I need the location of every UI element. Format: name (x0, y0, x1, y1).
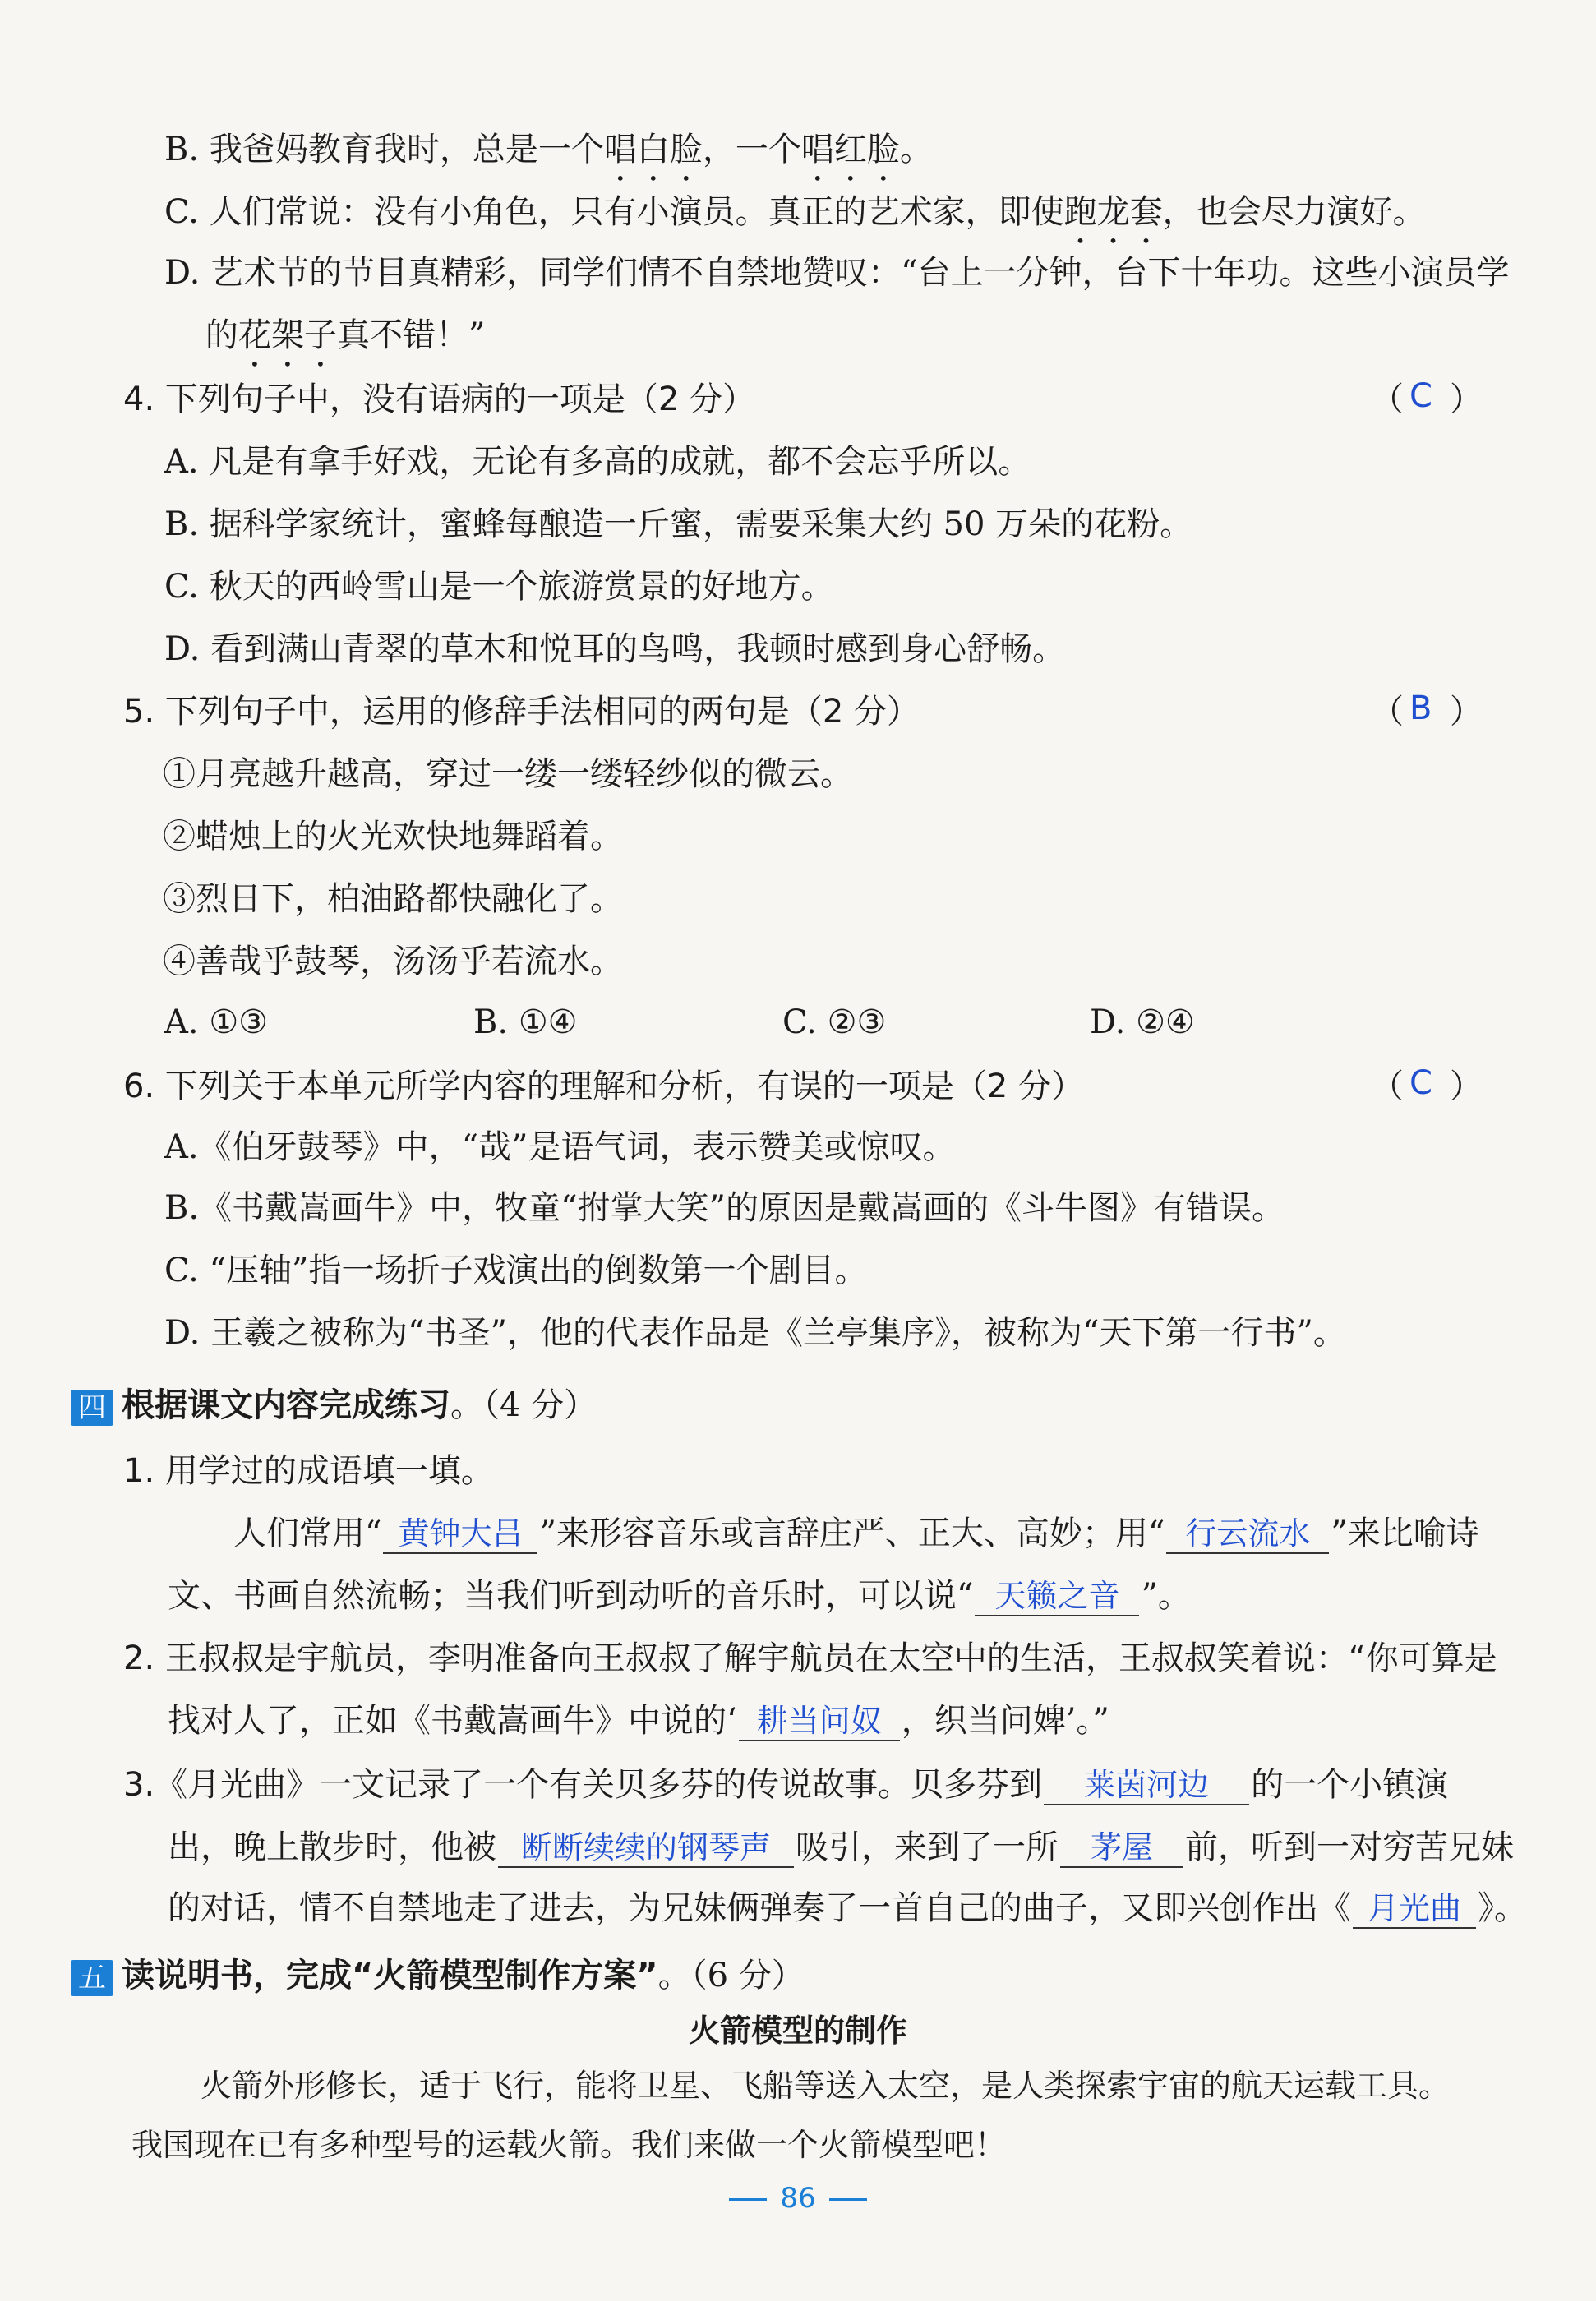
q4-answer: C (1409, 377, 1432, 415)
s4-q1-line1 (233, 1509, 1479, 1558)
q6-option-a: A.《伯牙鼓琴》中，“哉”是语气词，表示赞美或惊叹。 (164, 1128, 956, 1166)
q6-answer: C (1409, 1064, 1432, 1102)
q3-option-c-post: ，也会尽力演好。 (1162, 193, 1426, 231)
s4-q2-line1: 2. 王叔叔是宇航员，李明准备向王叔叔了解宇航员在太空中的生活，王叔叔笑着说：“你可算是 (123, 1639, 1497, 1677)
q4-option-b: B. 据科学家统计，蜜蜂每酿造一斤蜜，需要采集大约 50 万朵的花粉。 (164, 505, 1193, 543)
q3-option-d-line2 (205, 311, 485, 374)
section5-score: 。（6 分） (657, 1957, 805, 1994)
q3-option-c-text: C. 人们常说：没有小角色，只有小演员。真正的艺术家，即使 (164, 193, 1064, 231)
s4-q2-text-a: 找对人了，正如《书戴嵩画牛》中说的‘ (168, 1702, 737, 1740)
q5-sentence-1: ①月亮越升越高，穿过一缕一缕轻纱似的微云。 (163, 755, 853, 793)
footer-dash-right (829, 2198, 867, 2201)
s4-q3-text-d: 吸引，来到了一所 (796, 1828, 1059, 1866)
s4-q1-text-b: ”来形容音乐或言辞庄严、正大、高妙；用“ (539, 1515, 1165, 1552)
footer-dash-left (729, 2198, 767, 2201)
section4-header (71, 1381, 597, 1430)
q6-option-b: B.《书戴嵩画牛》中，牧童“拊掌大笑”的原因是戴嵩画的《斗牛图》有错误。 (164, 1189, 1285, 1227)
s4-q1-text-c: ”来比喻诗 (1331, 1515, 1479, 1552)
q4-option-d: D. 看到满山青翠的草木和悦耳的鸟鸣，我顿时感到身心舒畅。 (164, 630, 1066, 668)
s4-q1-stem: 1. 用学过的成语填一填。 (123, 1452, 494, 1490)
s4-q1-line2 (168, 1571, 1191, 1621)
s4-q1-text-d: 文、书画自然流畅；当我们听到动听的音乐时，可以说“ (168, 1577, 974, 1615)
page-number: 86 (780, 2182, 816, 2215)
q3-option-b-dotted: 唱白脸 (603, 131, 703, 168)
article-title: 火箭模型的制作 (688, 2013, 907, 2049)
s4-q3-text-e: 前，听到一对穷苦兄妹 (1185, 1828, 1514, 1866)
q4-stem: 4. 下列句子中，没有语病的一项是（2 分） (123, 380, 756, 418)
s4-q1-text-a: 人们常用“ (233, 1515, 382, 1552)
s4-q3-text-f: 的对话，情不自禁地走了进去，为兄妹俩弹奏了一首自己的曲子，又即兴创作出《 (168, 1889, 1351, 1927)
q6-answer-paren: （ ） (1371, 1067, 1483, 1105)
q5-choice-c: C. ②③ (782, 1003, 887, 1041)
s4-q1-blank-3: 天籁之音 (975, 1577, 1139, 1616)
s4-q3-line3 (168, 1884, 1527, 1933)
q3-option-b (164, 125, 933, 188)
q5-stem: 5. 下列句子中，运用的修辞手法相同的两句是（2 分） (123, 693, 920, 731)
s4-q2-blank: 耕当问奴 (739, 1702, 900, 1741)
section5-badge: 五 (71, 1960, 113, 1996)
q3-option-d-post: 真不错！” (337, 316, 486, 354)
section5-title: 读说明书，完成“火箭模型制作方案” (122, 1957, 658, 1994)
q4-option-a: A. 凡是有拿手好戏，无论有多高的成就，都不会忘乎所以。 (164, 443, 1031, 481)
q3-option-b-post: 。 (899, 131, 933, 168)
q3-option-c (164, 187, 1426, 251)
s4-q3-blank-4: 月光曲 (1353, 1889, 1476, 1929)
q3-option-b-mid: ，一个 (702, 131, 801, 168)
q3-option-d-pre: 的 (205, 316, 238, 354)
s4-q3-text-g: 》。 (1478, 1889, 1527, 1927)
s4-q2-text-b: ，织当问婢’。” (901, 1702, 1109, 1740)
q5-answer-paren: （ ） (1371, 693, 1483, 731)
s4-q3-text-a: 3.《月光曲》一文记录了一个有关贝多芬的传说故事。贝多芬到 (123, 1766, 1043, 1804)
section5-header (71, 1951, 805, 2000)
q4-answer-paren: （ ） (1371, 380, 1483, 418)
q5-choice-b: B. ①④ (473, 1003, 578, 1041)
q6-stem: 6. 下列关于本单元所学内容的理解和分析，有误的一项是（2 分） (123, 1067, 1085, 1105)
s4-q1-text-e: ”。 (1141, 1577, 1191, 1615)
s4-q1-blank-2: 行云流水 (1166, 1515, 1329, 1554)
s4-q3-blank-2: 断断续续的钢琴声 (498, 1828, 794, 1868)
article-paragraph-1: 火箭外形修长，适于飞行，能将卫星、飞船等送入太空，是人类探索宇宙的航天运载工具。 (201, 2068, 1451, 2104)
q5-sentence-4: ④善哉乎鼓琴，汤汤乎若流水。 (163, 943, 623, 980)
s4-q3-line2 (168, 1823, 1514, 1872)
s4-q3-text-b: 的一个小镇演 (1251, 1766, 1449, 1804)
q4-option-c: C. 秋天的西岭雪山是一个旅游赏景的好地方。 (164, 568, 834, 606)
q3-option-c-dotted: 跑龙套 (1063, 193, 1163, 231)
q6-option-c: C. “压轴”指一场折子戏演出的倒数第一个剧目。 (164, 1252, 868, 1289)
q5-answer: B (1409, 689, 1432, 727)
q6-option-d: D. 王羲之被称为“书圣”，他的代表作品是《兰亭集序》，被称为“天下第一行书”。 (164, 1314, 1346, 1352)
q5-sentence-2: ②蜡烛上的火光欢快地舞蹈着。 (163, 818, 623, 855)
q3-option-d-line1: D. 艺术节的节目真精彩，同学们情不自禁地赞叹：“台上一分钟，台下十年功。这些小演员学 (164, 254, 1510, 292)
section4-title: 根据课文内容完成练习 (122, 1386, 450, 1424)
s4-q2-line2 (168, 1696, 1109, 1745)
article-paragraph-2: 我国现在已有多种型号的运载火箭。我们来做一个火箭模型吧！ (131, 2127, 1007, 2163)
s4-q3-text-c: 出，晚上散步时，他被 (168, 1828, 496, 1866)
s4-q3-blank-3: 茅屋 (1060, 1828, 1183, 1868)
page-footer (0, 2182, 1596, 2215)
s4-q3-blank-1: 莱茵河边 (1044, 1766, 1249, 1805)
section4-score: 。（4 分） (450, 1386, 597, 1424)
q5-choice-d: D. ②④ (1090, 1003, 1195, 1041)
section4-badge: 四 (71, 1390, 113, 1426)
q5-choice-a: A. ①③ (164, 1003, 269, 1041)
q3-option-b-text: B. 我爸妈教育我时，总是一个 (164, 131, 604, 168)
s4-q3-line1 (123, 1760, 1448, 1810)
s4-q1-blank-1: 黄钟大吕 (383, 1515, 537, 1554)
q5-sentence-3: ③烈日下，柏油路都快融化了。 (163, 880, 623, 918)
q3-option-b-dotted2: 唱红脸 (800, 131, 900, 168)
q3-option-d-dotted: 花架子 (238, 316, 337, 354)
